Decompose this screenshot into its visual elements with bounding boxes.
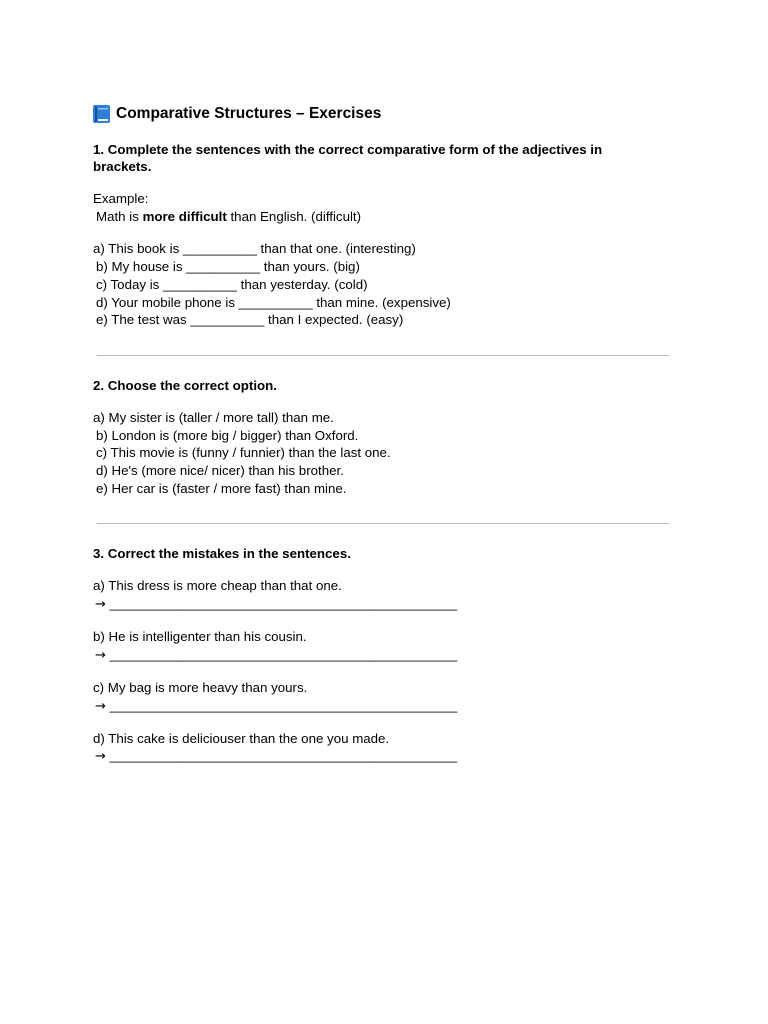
section-2-heading: 2. Choose the correct option. (93, 377, 277, 393)
example-label: Example: (93, 191, 149, 206)
s2-item-a: a) My sister is (taller / more tall) than me. (93, 409, 334, 425)
arrow-right-icon: → (95, 749, 106, 765)
s2-item-c: c) This movie is (funny / funnier) than the last one. (96, 445, 391, 461)
s3-answer-d (93, 747, 673, 766)
example-sentence (93, 208, 673, 226)
example-pre: Math is (96, 208, 143, 224)
s3-item-c: c) My bag is more heavy than yours. (93, 679, 308, 695)
s1-item-e: e) The test was __________ than I expected. (easy) (96, 312, 404, 328)
s2-item-e: e) Her car is (faster / more fast) than mine. (96, 480, 347, 496)
arrow-right-icon: → (95, 698, 106, 714)
title-text: Comparative Structures – Exercises (116, 105, 382, 122)
worksheet-title (93, 103, 673, 125)
arrow-right-icon: → (95, 597, 106, 613)
s1-item-c: c) Today is __________ than yesterday. (cold) (96, 276, 368, 292)
s1-item-d: d) Your mobile phone is __________ than mine. (expensive) (96, 294, 451, 310)
s3-item-d: d) This cake is deliciouser than the one you made. (93, 730, 390, 746)
worksheet (93, 103, 673, 766)
s2-item-b: b) London is (more big / bigger) than Oxford. (96, 427, 359, 443)
s1-item-a: a) This book is __________ than that one. (interesting) (93, 241, 416, 257)
answer-blank: _______________________________________________ (109, 697, 458, 713)
s2-item-d: d) He's (more nice/ nicer) than his brother. (96, 463, 344, 479)
s1-item-b: b) My house is __________ than yours. (big) (96, 259, 360, 275)
answer-blank: _______________________________________________ (109, 646, 458, 662)
answer-blank: _______________________________________________ (109, 748, 458, 764)
answer-blank: _______________________________________________ (109, 596, 458, 612)
s3-answer-c (93, 697, 673, 716)
s3-answer-b (93, 646, 673, 665)
s3-item-a: a) This dress is more cheap than that one. (93, 578, 342, 594)
s3-item-b: b) He is intelligenter than his cousin. (93, 629, 307, 645)
example-bold: more difficult (142, 208, 227, 224)
blue-book-icon (93, 105, 110, 123)
example-post: than English. (difficult) (226, 208, 362, 224)
section-1-heading: 1. Complete the sentences with the correct comparative form of the adjectives in brackets. (93, 142, 603, 174)
section-3-heading: 3. Correct the mistakes in the sentences. (93, 546, 351, 562)
arrow-right-icon: → (95, 647, 106, 663)
s3-answer-a (93, 595, 673, 614)
